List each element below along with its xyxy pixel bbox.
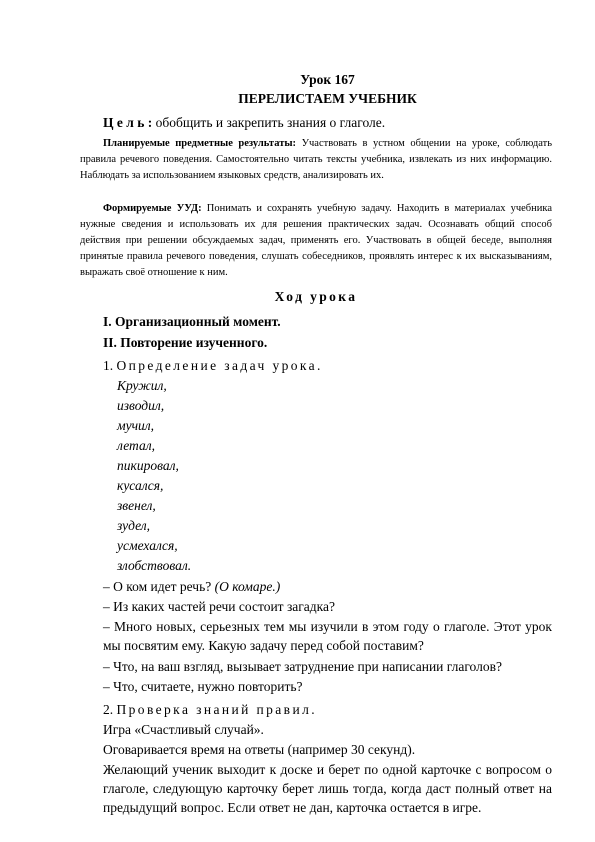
step-1-number: 1. xyxy=(103,358,114,373)
game-name: Игра «Счастливый случай». xyxy=(103,722,264,737)
question-who-answer: (О комаре.) xyxy=(214,579,281,594)
lesson-number: Урок 167 xyxy=(300,72,355,87)
step-2-number: 2. xyxy=(103,702,114,717)
question-who xyxy=(103,577,552,596)
riddle-line: усмехался, xyxy=(117,538,178,553)
planned-results-paragraph xyxy=(80,136,552,184)
riddle-line: пикировал, xyxy=(117,458,179,473)
uud-label: Формируемые УУД: xyxy=(103,203,202,214)
riddle-line: звенел, xyxy=(117,498,156,513)
riddle-line: Кружил, xyxy=(117,378,167,393)
planned-results-label: Планируемые предметные результаты: xyxy=(103,138,297,149)
riddle-line: злобствовал. xyxy=(117,558,192,573)
section-org-moment: I. Организационный момент. xyxy=(103,314,281,329)
riddle-line: мучил, xyxy=(117,418,155,433)
question-task: – Много новых, серьезных тем мы изучили в этом году о глаголе. Этот урок мы посвятим ему. Какую задачу перед собой поставим? xyxy=(103,619,552,653)
goal-text: обобщить и закрепить знания о глаголе. xyxy=(152,115,386,130)
riddle-line: изводил, xyxy=(117,398,165,413)
question-who-text: – О ком идет речь? xyxy=(103,579,215,594)
step-1-heading xyxy=(103,356,552,375)
question-parts-of-speech: – Из каких частей речи состоит загадка? xyxy=(103,599,335,614)
goal-label: Ц е л ь : xyxy=(103,115,153,130)
goal-paragraph xyxy=(103,113,552,132)
planned-results-text: Участвовать в устном общении на уроке, соблюдать правила речевого поведения. Самостоятельно читать тексты учебника, извлекать из них информацию. Наблюдать за использованием языковых средств, анализировать их. xyxy=(80,138,552,181)
step-1-title: Определение задач урока. xyxy=(116,358,323,373)
lesson-course-heading: Ход урока xyxy=(274,289,358,304)
step-2-heading xyxy=(103,700,552,719)
uud-text: Понимать и сохранять учебную задачу. Находить в материалах учебника нужные сведения и использовать их для решения практических задач. Осознавать общий способ действия при решении обсуждаемых задач, применять его. Участвовать в общей беседе, выполняя принятые правила речевого поведения, слушать собеседников, проявлять интерес к их высказываниям, выражать своё отношение к ним. xyxy=(80,203,552,278)
step-2-title: Проверка знаний правил. xyxy=(116,702,317,717)
game-rules: Желающий ученик выходит к доске и берет по одной карточке с вопросом о глаголе, следующую карточку берет лишь тогда, когда даст полный ответ на предыдущий вопрос. Если ответ не дан, карточка остается в игре. xyxy=(103,762,552,815)
section-review: II. Повторение изученного. xyxy=(103,335,268,350)
riddle-line: кусался, xyxy=(117,478,164,493)
question-difficulty: – Что, на ваш взгляд, вызывает затруднение при написании глаголов? xyxy=(103,659,502,674)
uud-paragraph xyxy=(80,201,552,281)
question-repeat: – Что, считаете, нужно повторить? xyxy=(103,679,303,694)
lesson-title: ПЕРЕЛИСТАЕМ УЧЕБНИК xyxy=(238,91,417,106)
riddle-line: зудел, xyxy=(117,518,151,533)
time-note: Оговаривается время на ответы (например 30 секунд). xyxy=(103,742,416,757)
riddle-line: летал, xyxy=(117,438,155,453)
